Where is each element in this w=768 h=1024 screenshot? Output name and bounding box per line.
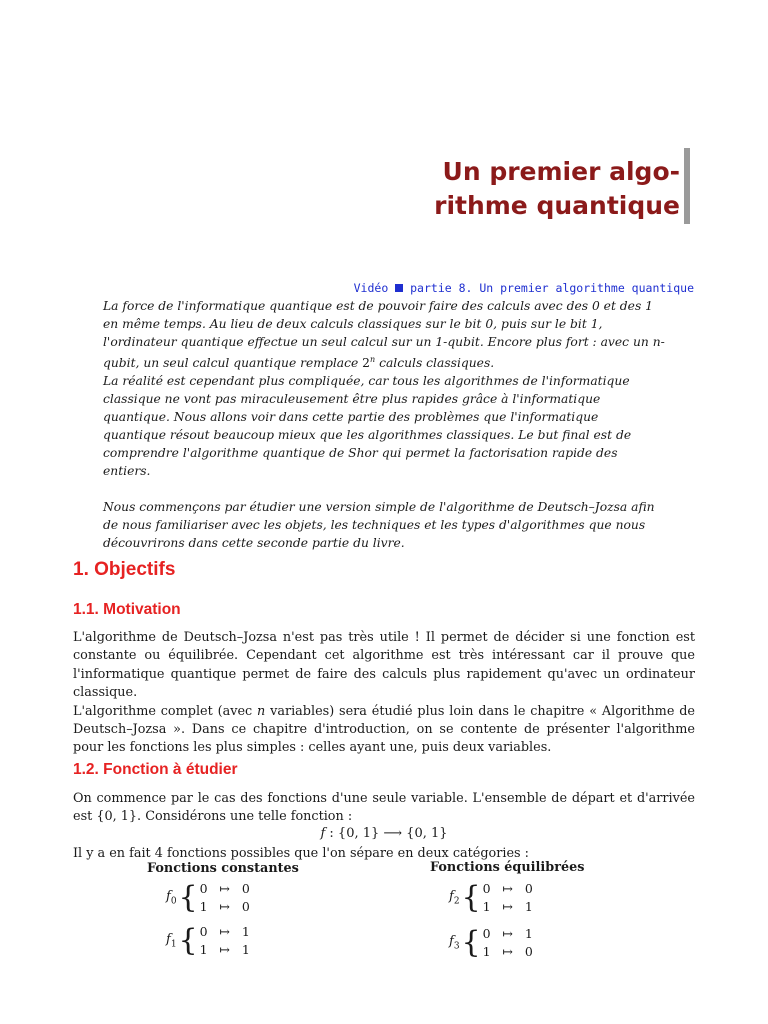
f2-r1-in: 0: [482, 881, 491, 896]
function-f2: [449, 880, 533, 916]
function-f2-table: [449, 880, 533, 916]
constant-functions-title: Fonctions constantes: [147, 861, 299, 876]
section-title-objectifs: 1. Objectifs: [73, 559, 176, 580]
balanced-functions-title: Fonctions équilibrées: [430, 860, 585, 875]
f2-row-1: [483, 880, 533, 898]
f3-r2-arrow: ↦: [502, 944, 513, 959]
f3-brace: {: [461, 925, 481, 960]
f3-index: 3: [453, 941, 460, 952]
chapter-title-bar: [684, 148, 690, 224]
fonction-paragraph-2: Il y a en fait 4 fonctions possibles que l'on sépare en deux catégories :: [73, 846, 529, 861]
f0-row-2: [200, 898, 250, 916]
motivation-paragraph-1: L'algorithme de Deutsch–Jozsa n'est pas très utile ! Il permet de décider si une fonction est constante ou équilibrée. Cependant cet algorithme est très intéressant car il prouve que l'informatique quantique permet de faire des calculs plus rapidement qu'avec un ordinateur classique.: [73, 630, 695, 701]
f0-brace: {: [178, 880, 198, 915]
intro-paragraph-3: Nous commençons par étudier une version simple de l'algorithme de Deutsch–Jozsa afin de nous familiariser avec les objets, les techniques et les types d'algorithmes que nous découvrirons dans cette seconde partie du livre.: [103, 500, 655, 551]
f0-r1-out: 0: [241, 881, 250, 896]
f1-r2-out: 1: [241, 942, 250, 957]
f2-r2-out: 1: [524, 899, 533, 914]
intro-p1-base: 2: [362, 356, 370, 371]
video-link-text: partie 8. Un premier algorithme quantique: [410, 281, 694, 295]
subsection-title-motivation: 1.1. Motivation: [73, 601, 181, 618]
formula: [0, 826, 768, 841]
function-f1-table: [166, 923, 250, 959]
f3-r2-out: 0: [524, 944, 533, 959]
formula-rest: : {0, 1} ⟶ {0, 1}: [325, 826, 448, 841]
f1-r1-out: 1: [241, 924, 250, 939]
function-f1: [166, 923, 250, 959]
f1-r1-arrow: ↦: [219, 924, 230, 939]
fonction-paragraph-1: On commence par le cas des fonctions d'une seule variable. L'ensemble de départ et d'arrivée est {0, 1}. Considérons une telle fonction :: [73, 791, 695, 825]
function-f3-table: [449, 925, 533, 961]
f3-row-1: [483, 925, 533, 943]
motivation-p2-start: L'algorithme complet (avec: [73, 703, 258, 719]
video-link[interactable]: [354, 281, 694, 295]
function-f0-table: [166, 880, 250, 916]
f2-brace: {: [461, 880, 481, 915]
f0-row-1: [200, 880, 250, 898]
chapter-title-line-2: rithme quantique: [434, 191, 680, 220]
subsection-title-fonction: 1.2. Fonction à étudier: [73, 761, 238, 778]
f2-name: f: [449, 889, 454, 905]
f2-r2-arrow: ↦: [502, 899, 513, 914]
f2-row-2: [483, 898, 533, 916]
motivation-p2-end: variables) sera étudié plus loin dans le chapitre « Algorithme de Deutsch–Jozsa ». Dans ce chapitre d'introduction, on se contente de présenter l'algorithme pour les fonctions les plus simples : celles ayant une, puis deux variables.: [73, 703, 695, 756]
f2-r1-arrow: ↦: [502, 881, 513, 896]
motivation-text: [73, 629, 695, 758]
f0-r1-arrow: ↦: [219, 881, 230, 896]
f0-name: f: [166, 889, 171, 905]
intro-paragraph-2: La réalité est cependant plus compliquée, car tous les algorithmes de l'informatique classique ne vont pas miraculeusement être plus rapides grâce à l'informatique quantique. Nous allons voir dans cette partie des problèmes que l'informatique quantique résout beaucoup mieux que les algorithmes classiques. Le but final est de comprendre l'algorithme quantique de Shor qui permet la factorisation rapide des entiers.: [103, 374, 632, 479]
f1-index: 1: [170, 939, 177, 950]
f3-r1-in: 0: [482, 926, 491, 941]
f1-row-2: [200, 941, 250, 959]
f3-name: f: [449, 934, 454, 950]
f2-index: 2: [453, 896, 460, 907]
function-f0: [166, 880, 250, 916]
f3-row-2: [483, 943, 533, 961]
f2-r1-out: 0: [524, 881, 533, 896]
intro-p1-end: calculs classiques.: [375, 356, 495, 371]
formula-f: f: [320, 826, 326, 841]
f3-r1-arrow: ↦: [502, 926, 513, 941]
f1-brace: {: [178, 923, 198, 958]
function-f3: [449, 925, 533, 961]
video-square-icon: [395, 284, 403, 292]
chapter-title-line-1: Un premier algo-: [442, 157, 680, 186]
intro-block: [103, 297, 665, 552]
f3-r2-in: 1: [482, 944, 491, 959]
f0-r1-in: 0: [199, 881, 208, 896]
motivation-p2-var: n: [257, 703, 266, 719]
f0-r2-out: 0: [241, 899, 250, 914]
f0-r2-arrow: ↦: [219, 899, 230, 914]
f3-r1-out: 1: [524, 926, 533, 941]
intro-p1-text: La force de l'informatique quantique est de pouvoir faire des calculs avec des 0 et des 1 en même temps. Au lieu de deux calculs classiques sur le bit 0, puis sur le bit 1, l'ordinateur quantique effectue un seul calcul sur un 1-qubit. Encore plus fort : avec un n-qubit, un seul calcul quantique remplace: [103, 299, 665, 371]
f1-r2-arrow: ↦: [219, 942, 230, 957]
f2-r2-in: 1: [482, 899, 491, 914]
f0-r2-in: 1: [199, 899, 208, 914]
f0-index: 0: [170, 896, 177, 907]
video-link-prefix: Vidéo: [353, 281, 389, 295]
intro-p1-exponent: n: [370, 355, 376, 364]
f1-r1-in: 0: [199, 924, 208, 939]
f1-name: f: [166, 932, 171, 948]
f1-r2-in: 1: [199, 942, 208, 957]
f1-row-1: [200, 923, 250, 941]
motivation-paragraph-2: [73, 703, 695, 758]
intro-paragraph-1: [103, 297, 665, 372]
